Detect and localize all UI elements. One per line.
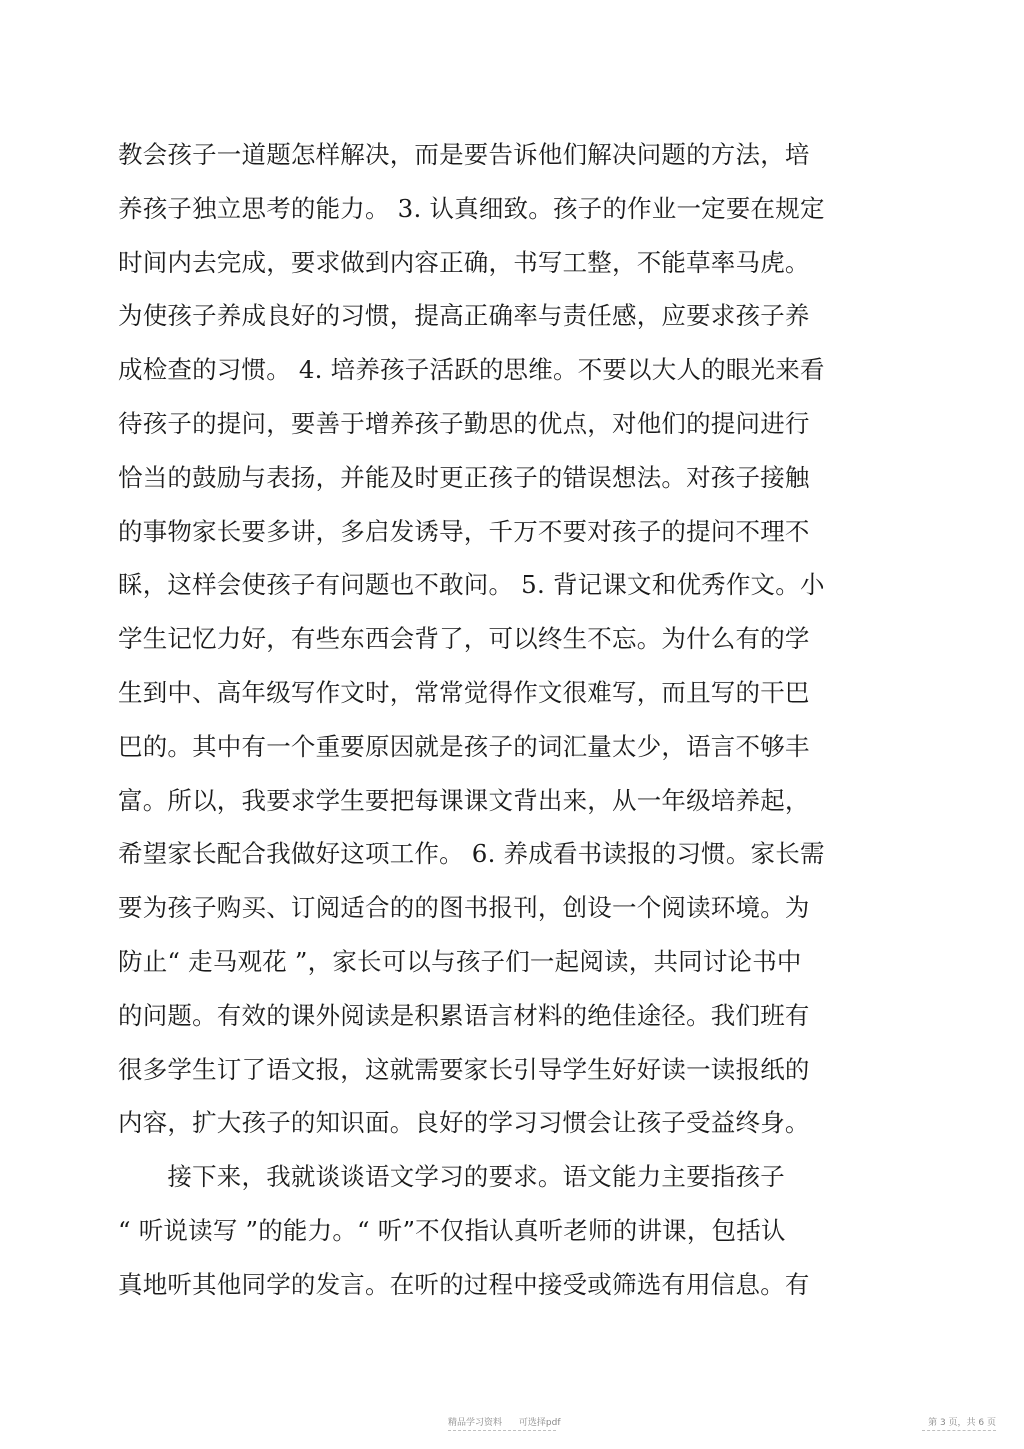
footer-middle-label: 可选择pdf (518, 1418, 561, 1428)
text-line: 真地听其他同学的发言。在听的过程中接受或筛选有用信息。有 (118, 1269, 810, 1299)
text-line: “ 听说读写 ”的能力。“ 听”不仅指认真听老师的讲课，包括认 (118, 1215, 786, 1245)
text-line: 防止“ 走马观花 ”，家长可以与孩子们一起阅读，共同讨论书中 (118, 946, 802, 976)
text-line: 恰当的鼓励与表扬，并能及时更正孩子的错误想法。对孩子接触 (118, 462, 810, 492)
text-line: 的问题。有效的课外阅读是积累语言材料的绝佳途径。我们班有 (118, 1000, 810, 1030)
text-line: 时间内去完成，要求做到内容正确，书写工整，不能草率马虎。 (118, 247, 810, 277)
body-text (118, 128, 878, 1312)
text-line: 很多学生订了语文报，这就需要家长引导学生好好读一读报纸的 (118, 1054, 810, 1084)
text-line: 要为孩子购买、订阅适合的的图书报刊，创设一个阅读环境。为 (118, 893, 810, 923)
text-line: 养孩子独立思考的能力。 3. 认真细致。孩子的作业一定要在规定 (118, 193, 825, 223)
text-line: 富。所以，我要求学生要把每课课文背出来，从一年级培养起， (118, 785, 810, 815)
footer-divider (448, 1430, 556, 1431)
text-line: 为使孩子养成良好的习惯，提高正确率与责任感，应要求孩子养 (118, 301, 810, 331)
text-line: 学生记忆力好，有些东西会背了，可以终生不忘。为什么有的学 (118, 624, 810, 654)
text-line: 睬，这样会使孩子有问题也不敢问。 5. 背记课文和优秀作文。小 (118, 570, 825, 600)
footer-divider (922, 1430, 996, 1431)
footer-left-label: 精品学习资料 (448, 1418, 503, 1428)
text-line: 待孩子的提问，要善于增养孩子勤思的优点，对他们的提问进行 (118, 408, 810, 438)
text-line: 巴的。其中有一个重要原因就是孩子的词汇量太少，语言不够丰 (118, 731, 810, 761)
text-line: 希望家长配合我做好这项工作。 6. 养成看书读报的习惯。家长需 (118, 839, 825, 869)
text-line: 内容，扩大孩子的知识面。良好的学习习惯会让孩子受益终身。 (118, 1108, 810, 1138)
footer-watermark (448, 1415, 561, 1428)
page-footer (0, 1415, 1024, 1439)
text-line: 教会孩子一道题怎样解决，而是要告诉他们解决问题的方法，培 (118, 140, 810, 169)
text-line: 接下来，我就谈谈语文学习的要求。语文能力主要指孩子 (118, 1162, 785, 1192)
text-line: 生到中、高年级写作文时，常常觉得作文很难写，而且写的干巴 (118, 677, 810, 707)
page-number: 第 3 页，共 6 页 (928, 1418, 996, 1428)
text-line: 成检查的习惯。 4. 培养孩子活跃的思维。不要以大人的眼光来看 (118, 355, 825, 385)
text-line: 的事物家长要多讲，多启发诱导，千万不要对孩子的提问不理不 (118, 516, 810, 546)
